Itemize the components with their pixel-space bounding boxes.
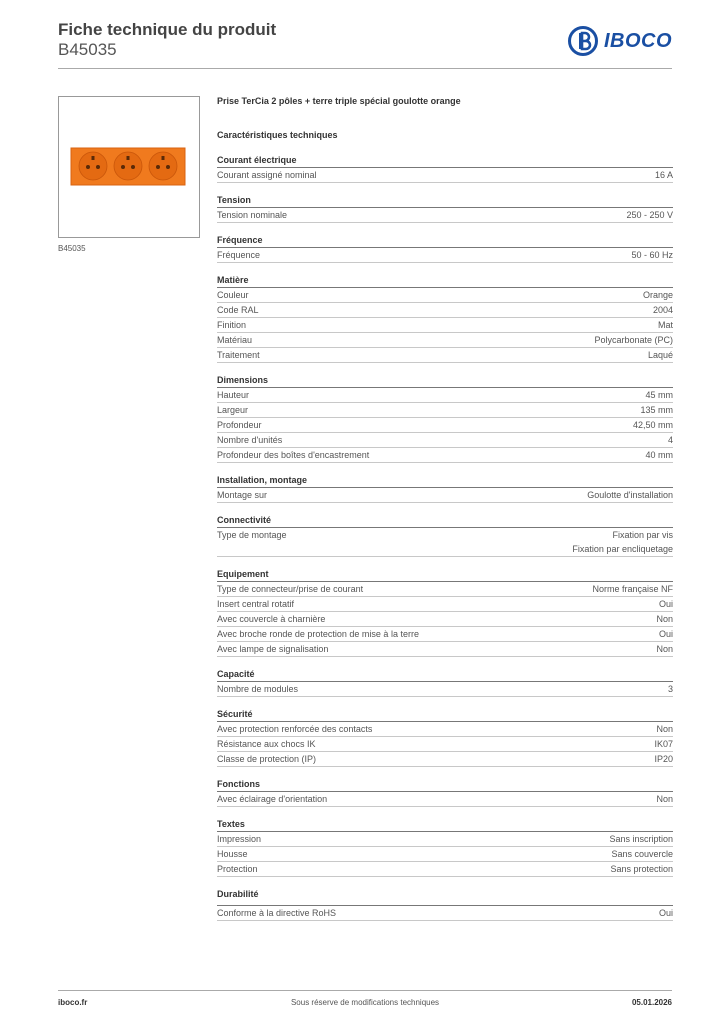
spec-value-line: Fixation par vis [612,530,673,540]
spec-value-line: Laqué [647,350,673,360]
spec-label: Finition [217,320,247,330]
spec-value-line: Oui [658,599,673,609]
spec-row [217,168,673,183]
spec-label: Courant assigné nominal [217,170,317,180]
spec-row [217,528,673,557]
spec-value-line: IK07 [654,739,673,749]
spec-section [217,233,673,263]
section-title: Textes [217,817,673,832]
spec-content [217,95,673,921]
spec-value-line: Mat [657,320,673,330]
spec-section [217,887,673,921]
footer-date: 05.01.2026 [631,998,672,1007]
spec-label: Tension nominale [217,210,288,220]
spec-value-line: 3 [667,684,673,694]
spec-section [217,567,673,657]
spec-value [645,388,673,402]
spec-value-line: 250 - 250 V [626,210,673,220]
spec-value-line: 42,50 mm [632,420,673,430]
spec-label: Type de montage [217,530,287,540]
spec-value-line: Sans couvercle [611,849,673,859]
spec-value [659,906,673,920]
spec-row [217,348,673,363]
spec-row [217,752,673,767]
spec-value [594,333,673,347]
section-title: Fonctions [217,777,673,792]
spec-label: Matériau [217,335,253,345]
section-title: Capacité [217,667,673,682]
spec-value-line: Non [656,794,673,804]
header-divider [58,68,672,69]
spec-sections [217,153,673,921]
spec-row [217,832,673,847]
page-header [58,20,672,68]
spec-label: Code RAL [217,305,259,315]
spec-row [217,318,673,333]
spec-section [217,473,673,503]
section-title: Durabilité [217,889,259,899]
spec-value [640,403,673,417]
spec-section [217,153,673,183]
spec-row [217,288,673,303]
spec-label: Résistance aux chocs IK [217,739,316,749]
spec-value [631,248,673,262]
product-code: B45035 [58,40,117,59]
spec-section [217,777,673,807]
spec-section [217,667,673,697]
spec-value-line: Polycarbonate (PC) [594,335,673,345]
spec-label: Largeur [217,405,249,415]
spec-value [655,168,673,182]
spec-value [609,832,673,846]
spec-label: Couleur [217,290,249,300]
spec-row [217,597,673,612]
spec-label: Fréquence [217,250,261,260]
section-title: Installation, montage [217,473,673,488]
spec-value-line: Non [656,644,673,654]
spec-value-line: 135 mm [640,405,673,415]
spec-value [633,418,673,432]
logo-text: IBOCO [603,29,672,52]
spec-value [659,627,673,641]
spec-label: Housse [217,849,248,859]
spec-value-line: 4 [667,435,673,445]
spec-value [654,737,673,751]
spec-value-line: 2004 [652,305,673,315]
spec-row [217,792,673,807]
footer-website-link[interactable]: iboco.fr [58,998,88,1007]
spec-label: Avec protection renforcée des contacts [217,724,373,734]
spec-label: Avec éclairage d'orientation [217,794,328,804]
spec-label: Profondeur des boîtes d'encastrement [217,450,370,460]
spec-label: Profondeur [217,420,262,430]
spec-value [645,448,673,462]
section-title: Fréquence [217,233,673,248]
spec-value-line: Fixation par encliquetage [572,544,673,554]
spec-value-line: 40 mm [645,450,673,460]
spec-label: Conforme à la directive RoHS [217,908,337,918]
spec-section [217,513,673,557]
spec-label: Classe de protection (IP) [217,754,317,764]
brand-logo[interactable] [568,26,672,56]
spec-label: Avec couvercle à charnière [217,614,326,624]
spec-value [610,862,673,876]
spec-row [217,208,673,223]
spec-value-line: Oui [658,908,673,918]
spec-label: Avec broche ronde de protection de mise à la terre [217,629,419,639]
spec-value-line: Oui [658,629,673,639]
spec-label: Montage sur [217,490,268,500]
spec-value [572,528,673,556]
spec-label: Insert central rotatif [217,599,295,609]
spec-row [217,433,673,448]
spec-label: Hauteur [217,390,250,400]
spec-value [668,682,673,696]
spec-row [217,248,673,263]
spec-row [217,906,673,921]
spec-value-line: 45 mm [645,390,673,400]
spec-value [611,847,673,861]
spec-value [648,348,673,362]
spec-value [656,722,673,736]
spec-value-line: Non [656,724,673,734]
spec-label: Traitement [217,350,260,360]
spec-value-line: IP20 [654,754,673,764]
spec-value-line: Goulotte d'installation [587,490,673,500]
spec-value [658,318,673,332]
spec-row [217,682,673,697]
product-image-frame [58,96,200,238]
spec-value-line: 50 - 60 Hz [631,250,673,260]
spec-label: Avec lampe de signalisation [217,644,329,654]
spec-value-line: Sans protection [610,864,673,874]
spec-value [668,433,673,447]
specs-heading: Caractéristiques techniques [217,130,338,140]
spec-value [656,642,673,656]
spec-value-line: 16 A [654,170,673,180]
footer-disclaimer: Sous réserve de modifications techniques [290,998,440,1007]
spec-row [217,737,673,752]
spec-value-line: Norme française NF [592,584,673,594]
section-title: Courant électrique [217,153,673,168]
spec-label: Type de connecteur/prise de courant [217,584,364,594]
spec-label: Nombre d'unités [217,435,283,445]
spec-value-line: Sans inscription [609,834,673,844]
spec-row [217,612,673,627]
spec-row [217,448,673,463]
spec-value [653,303,673,317]
spec-value [656,792,673,806]
spec-label: Nombre de modules [217,684,299,694]
spec-value-line: Orange [642,290,673,300]
image-caption: B45035 [58,244,86,253]
footer-divider [58,990,672,991]
spec-row [217,333,673,348]
spec-value [654,752,673,766]
spec-row [217,388,673,403]
spec-value [626,208,673,222]
spec-section [217,707,673,767]
iboco-logo-icon [568,26,598,56]
spec-row [217,582,673,597]
spec-row [217,642,673,657]
page-title: Fiche technique du produit [58,20,277,39]
orange-socket-strip-image [59,97,199,237]
section-title: Tension [217,193,673,208]
spec-value [659,597,673,611]
section-title: Matière [217,273,673,288]
spec-row [217,627,673,642]
section-title: Connectivité [217,513,673,528]
spec-section [217,273,673,363]
spec-row [217,418,673,433]
spec-label: Protection [217,864,258,874]
spec-value [592,582,673,596]
spec-value [656,612,673,626]
spec-value [587,488,673,502]
spec-value [643,288,673,302]
section-title: Equipement [217,567,673,582]
spec-section [217,373,673,463]
spec-row [217,488,673,503]
section-title: Sécurité [217,707,673,722]
spec-row [217,303,673,318]
spec-section [217,817,673,877]
spec-row [217,862,673,877]
spec-value-line: Non [656,614,673,624]
spec-row [217,722,673,737]
spec-label: Impression [217,834,262,844]
spec-row [217,403,673,418]
product-title: Prise TerCia 2 pôles + terre triple spécial goulotte orange [217,96,461,106]
section-title: Dimensions [217,373,673,388]
spec-section [217,193,673,223]
spec-row [217,847,673,862]
